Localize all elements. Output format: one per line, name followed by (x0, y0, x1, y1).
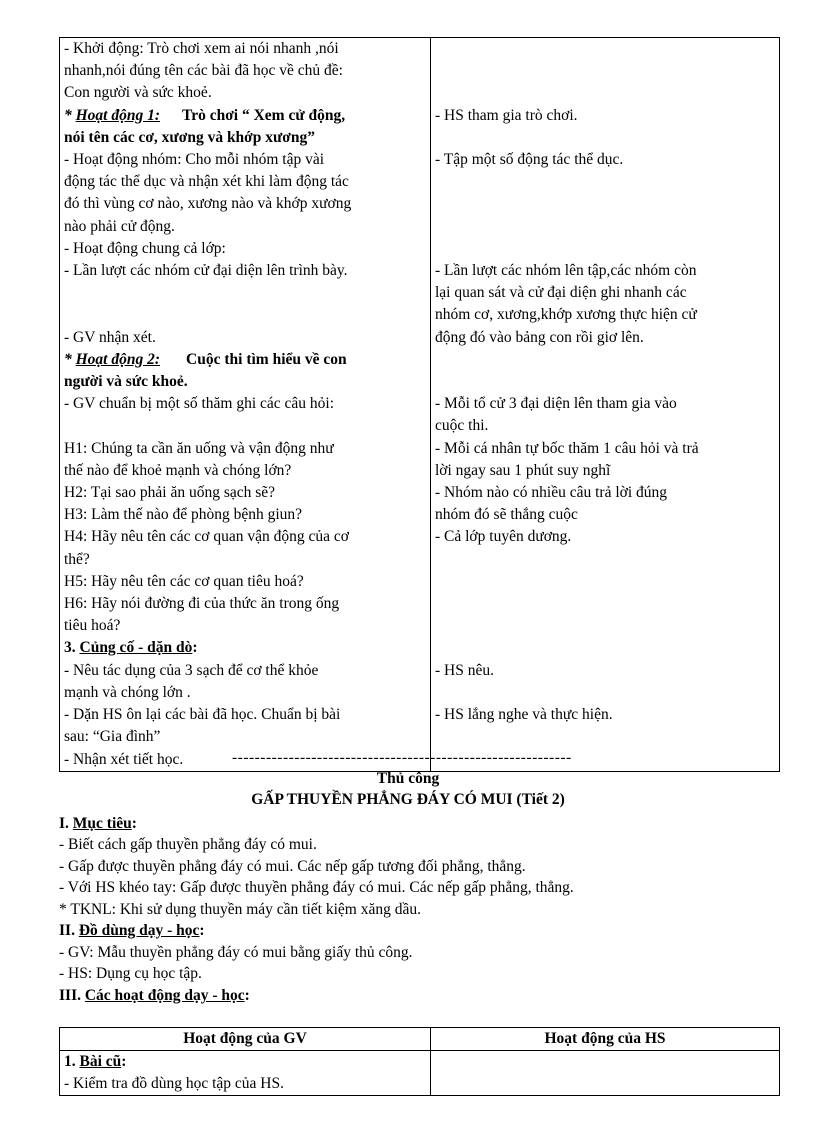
text-line: - GV chuẩn bị một số thăm ghi các câu hỏi: (64, 395, 335, 413)
text-line (435, 615, 775, 637)
text-line: Con người và sức khoẻ. (64, 84, 212, 102)
text-line: - Khởi động: Trò chơi xem ai nói nhanh ,nói (64, 40, 339, 57)
activities-heading (59, 985, 779, 1007)
text-line: mạnh và chóng lớn . (64, 683, 191, 701)
text-line (435, 549, 775, 571)
section-3-heading (64, 637, 426, 659)
materials-heading (59, 920, 779, 942)
text-line: sau: “Gia đình” (64, 728, 161, 746)
text-line (435, 238, 775, 260)
old-lesson-heading (64, 1051, 426, 1073)
text-line: động tác thể dục và nhận xét khi làm động tác (64, 173, 349, 191)
activities-num: III. (59, 987, 85, 1004)
text-line: nào phải cử động. (64, 217, 175, 235)
teacher-activity-cell (60, 1051, 431, 1096)
materials-num: II. (59, 922, 79, 939)
text-line: nhóm cơ, xương,khớp xương thực hiện cử (435, 306, 697, 324)
objectives-colon: : (131, 815, 137, 832)
activities-table (59, 1027, 780, 1096)
text-line (435, 371, 775, 393)
objective-item: * TKNL: Khi sử dụng thuyền máy cần tiết kiệm xăng dầu. (59, 901, 421, 918)
section-3-num: 3. (64, 639, 80, 657)
lesson-activity-table (59, 37, 780, 772)
student-activity-cell (431, 1051, 780, 1096)
text-line: thế nào để khoẻ mạnh và chóng lớn? (64, 461, 292, 479)
activity-2-title-cont: người và sức khoẻ. (64, 373, 188, 391)
text-line: - HS lắng nghe và thực hiện. (435, 706, 613, 724)
old-lesson-num: 1. (64, 1053, 80, 1070)
old-lesson-item: - Kiểm tra đồ dùng học tập của HS. (64, 1075, 284, 1092)
materials-item: - HS: Dụng cụ học tập. (59, 965, 202, 982)
section-3-title: Củng cố - dặn dò (79, 639, 193, 657)
activity-1-prefix: * (64, 106, 76, 124)
text-line: - Nhóm nào có nhiều câu trả lời đúng (435, 484, 668, 502)
objectives-num: I. (59, 815, 73, 832)
text-line (64, 282, 426, 304)
activities-title: Các hoạt động dạy - học (84, 987, 245, 1004)
activity-2-heading (64, 349, 426, 371)
objective-item: - Biết cách gấp thuyền phẳng đáy có mui. (59, 836, 317, 853)
text-line: nhanh,nói đúng tên các bài đã học về chủ đề: (64, 62, 343, 80)
activity-1-title: Trò chơi “ Xem cử động, (182, 106, 346, 124)
objective-item: - Với HS khéo tay: Gấp được thuyền phẳng đáy có mui. Các nếp gấp phẳng, thẳng. (59, 879, 574, 896)
text-line (435, 193, 775, 215)
text-line (435, 82, 775, 104)
text-line: - Mỗi cá nhân tự bốc thăm 1 câu hỏi và trả (435, 439, 699, 457)
teacher-activity-cell (60, 38, 431, 772)
old-lesson-colon: : (121, 1053, 127, 1070)
text-line (435, 171, 775, 193)
activities-colon: : (244, 987, 250, 1004)
text-line: nhóm đó sẽ thắng cuộc (435, 506, 578, 524)
text-line (435, 571, 775, 593)
objectives-title: Mục tiêu (72, 815, 132, 832)
text-line: H6: Hãy nói đường đi của thức ăn trong ống (64, 595, 340, 613)
text-line: - Lần lượt các nhóm cử đại diện lên trình bày. (64, 262, 348, 280)
activity-1-title-cont: nói tên các cơ, xương và khớp xương” (64, 128, 316, 146)
text-line (435, 349, 775, 371)
text-line: - Nêu tác dụng của 3 sạch để cơ thể khỏe (64, 661, 319, 679)
text-line: - Lần lượt các nhóm lên tập,các nhóm còn (435, 262, 697, 280)
old-lesson-title: Bài cũ (79, 1053, 122, 1070)
lesson-title: GẤP THUYỀN PHẲNG ĐÁY CÓ MUI (Tiết 2) (251, 791, 565, 808)
student-activity-cell (431, 38, 780, 772)
text-line: - Dặn HS ôn lại các bài đã học. Chuẩn bị bài (64, 706, 341, 724)
activity-2-label: Hoạt động 2: (75, 350, 161, 368)
text-line (64, 415, 426, 437)
text-line: lại quan sát và cử đại diện ghi nhanh các (435, 284, 687, 302)
header-student: Hoạt động của HS (431, 1028, 780, 1051)
text-line: - HS nêu. (435, 661, 494, 679)
materials-title: Đồ dùng dạy - học (78, 922, 200, 939)
text-line: cuộc thi. (435, 417, 489, 435)
section-3-colon: : (192, 639, 198, 657)
text-line: động đó vào bảng con rồi giơ lên. (435, 328, 644, 346)
text-line: - GV nhận xét. (64, 328, 156, 346)
text-line (435, 682, 775, 704)
text-line: - Nhận xét tiết học. (64, 750, 184, 768)
text-line: H5: Hãy nêu tên các cơ quan tiêu hoá? (64, 572, 304, 590)
text-line: H3: Làm thế nào để phòng bệnh giun? (64, 506, 303, 524)
text-line: H2: Tại sao phải ăn uống sạch sẽ? (64, 484, 276, 502)
text-line (64, 304, 426, 326)
text-line: - HS tham gia trò chơi. (435, 106, 578, 124)
text-line: - Tập một số động tác thể dục. (435, 151, 624, 169)
activity-2-title: Cuộc thi tìm hiểu về con (186, 350, 347, 368)
header-teacher: Hoạt động của GV (60, 1028, 431, 1051)
subject-heading: Thủ công (376, 770, 440, 787)
text-line (435, 127, 775, 149)
text-line (435, 637, 775, 659)
section-separator: ------------------------------------------------------------ (232, 751, 572, 765)
objective-item: - Gấp được thuyền phẳng đáy có mui. Các nếp gấp tương đối phẳng, thẳng. (59, 858, 526, 875)
text-line: tiêu hoá? (64, 617, 121, 635)
text-line (435, 726, 775, 748)
text-line: - Hoạt động nhóm: Cho mỗi nhóm tập vài (64, 151, 325, 169)
text-line: lời ngay sau 1 phút suy nghĩ (435, 461, 611, 479)
activity-1-heading (64, 105, 426, 127)
text-line: thể? (64, 550, 90, 568)
text-line: - Mỗi tổ cử 3 đại diện lên tham gia vào (435, 395, 677, 413)
text-line (435, 38, 775, 60)
text-line: - Hoạt động chung cả lớp: (64, 239, 226, 257)
materials-colon: : (199, 922, 205, 939)
text-line: H4: Hãy nêu tên các cơ quan vận động của cơ (64, 528, 349, 546)
text-line (435, 216, 775, 238)
text-line: H1: Chúng ta cần ăn uống và vận động như (64, 439, 334, 457)
activity-2-prefix: * (64, 350, 76, 368)
objectives-heading (59, 813, 779, 835)
materials-item: - GV: Mẫu thuyền phẳng đáy có mui bằng giấy thủ công. (59, 944, 413, 961)
activity-1-label: Hoạt động 1: (75, 106, 161, 124)
text-line: - Cả lớp tuyên dương. (435, 528, 572, 546)
text-line (435, 593, 775, 615)
text-line: đó thì vùng cơ nào, xương nào và khớp xương (64, 195, 352, 213)
text-line (435, 60, 775, 82)
